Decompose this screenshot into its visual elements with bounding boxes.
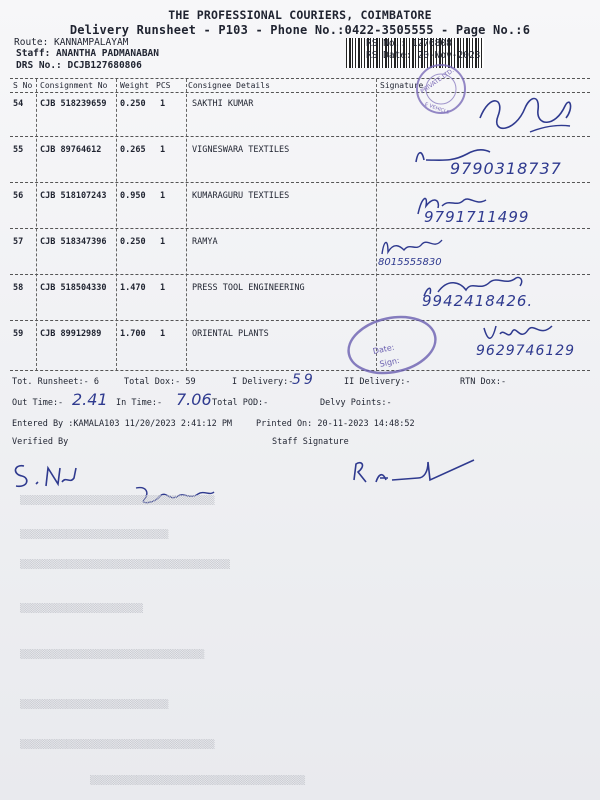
col-divider [36,79,37,371]
row-pcs: 1 [160,237,166,247]
total-dox: Total Dox:- 59 [124,377,196,387]
row-weight: 0.250 [120,237,146,247]
row-sno: 54 [13,99,24,109]
row-consignment: CJB 89764612 [40,145,102,155]
stamp-date-label: Date: [372,342,396,357]
phone-row-55: 9790318737 [450,159,562,178]
row-pcs: 1 [160,329,166,339]
total-pod-label: Total POD:- [212,398,269,408]
row-sno: 57 [13,237,24,247]
stamp-text: E VEHICLE [423,101,451,116]
out-time-label: Out Time:- [12,398,64,408]
company-stamp [414,62,468,116]
reverse-show-through: ▒▒▒▒▒▒▒▒▒▒▒▒▒▒▒▒▒▒▒▒▒▒▒▒▒▒▒▒▒▒▒▒▒▒▒▒▒▒ [20,740,215,750]
row-consignee: VIGNESWARA TEXTILES [192,145,290,155]
staff-signature-label: Staff Signature [272,437,349,447]
runsheet-title: Delivery Runsheet - P103 - Phone No.:0422-3505555 - Page No.:6 [69,23,531,37]
col-weight: Weight [120,81,149,90]
row-sno: 55 [13,145,24,155]
delvy-points-label: Delvy Points:- [320,398,392,408]
row-weight: 0.250 [120,99,146,109]
col-pcs: PCS [156,81,171,90]
row-weight: 1.700 [120,329,146,339]
printed-on: Printed On: 20-11-2023 14:48:52 [256,419,415,429]
phone-row-57: 8015555830 [378,257,442,268]
i-delivery-label: I Delivery:- [232,377,294,387]
verifier-signature [10,456,90,496]
out-time-value: 2.41 [72,390,108,409]
reverse-show-through: ▒▒▒▒▒▒▒▒▒▒▒▒▒▒▒▒▒▒▒▒▒▒▒▒▒▒▒▒▒▒▒▒▒▒▒▒▒▒▒▒▒ [20,560,230,570]
row-pcs: 1 [160,145,166,155]
rtn-dox-label: RTN Dox:- [460,377,507,387]
row-weight: 1.470 [120,283,146,293]
row-consignment: CJB 518107243 [40,191,107,201]
row-sno: 58 [13,283,24,293]
i-delivery-value: 59 [292,372,316,388]
signature-row-54 [470,88,580,140]
phone-row-59: 9629746129 [476,343,576,359]
row-consignee: ORIENTAL PLANTS [192,329,269,339]
route: Route: KANNAMPALAYAM [14,37,129,48]
row-sno: 59 [13,329,24,339]
in-time-value: 7.06 [176,390,212,409]
company-title: THE PROFESSIONAL COURIERS, COIMBATORE [168,8,432,22]
row-consignment: CJB 518239659 [40,99,107,109]
row-consignee: SAKTHI KUMAR [192,99,254,109]
row-rule [10,228,590,229]
stamp-text: PRIVATE LTD. [419,67,456,96]
row-weight: 0.265 [120,145,146,155]
rs-date: RS Date: 20-Nov-2023 [366,50,481,61]
reverse-show-through: ▒▒▒▒▒▒▒▒▒▒▒▒▒▒▒▒▒▒▒▒▒▒▒▒ [20,604,143,614]
table-bottom-rule [10,370,590,371]
phone-row-58: 9942418426. [422,292,534,310]
col-divider [186,79,187,371]
row-consignee: KUMARAGURU TEXTILES [192,191,290,201]
verified-by-label: Verified By [12,437,69,447]
phone-row-56: 9791711499 [424,208,530,226]
reverse-show-through: ▒▒▒▒▒▒▒▒▒▒▒▒▒▒▒▒▒▒▒▒▒▒▒▒▒▒▒▒▒ [20,700,169,710]
reverse-show-through: ▒▒▒▒▒▒▒▒▒▒▒▒▒▒▒▒▒▒▒▒▒▒▒▒▒▒▒▒▒ [20,530,169,540]
row-weight: 0.950 [120,191,146,201]
total-runsheet: Tot. Runsheet:- 6 [12,377,99,387]
reverse-show-through: ▒▒▒▒▒▒▒▒▒▒▒▒▒▒▒▒▒▒▒▒▒▒▒▒▒▒▒▒▒▒▒▒▒▒▒▒ [20,650,205,660]
reverse-show-through: ▒▒▒▒▒▒▒▒▒▒▒▒▒▒▒▒▒▒▒▒▒▒▒▒▒▒▒▒▒▒▒▒▒▒▒▒▒▒▒▒▒▒ [90,776,305,786]
ii-delivery-label: II Delivery:- [344,377,411,387]
col-divider [116,79,117,371]
col-sno: S No [13,81,33,90]
row-consignee: RAMYA [192,237,218,247]
row-pcs: 1 [160,99,166,109]
rs-number: RS No.: 1276808 [366,38,452,49]
receipt-stamp [344,314,440,376]
row-consignment: CJB 518347396 [40,237,107,247]
staff-signature [348,452,478,494]
row-pcs: 1 [160,191,166,201]
row-rule [10,182,590,183]
in-time-label: In Time:- [116,398,163,408]
drs-number: DRS No.: DCJB127680806 [16,60,142,71]
stamp-sign-label: Sign: [378,355,401,369]
row-consignment: CJB 89912989 [40,329,102,339]
row-pcs: 1 [160,283,166,293]
row-consignee: PRESS TOOL ENGINEERING [192,283,305,293]
header-rule-top [10,78,590,79]
col-consignment: Consignment No [40,81,108,90]
entered-by: Entered By :KAMALA103 11/20/2023 2:41:12 PM [12,419,233,429]
reverse-show-through: ▒▒▒▒▒▒▒▒▒▒▒▒▒▒▒▒▒▒▒▒▒▒▒▒▒▒▒▒▒▒▒▒▒▒▒▒▒▒ [20,496,215,506]
row-sno: 56 [13,191,24,201]
row-consignment: CJB 518504330 [40,283,107,293]
staff: Staff: ANANTHA PADMANABAN [16,48,159,59]
col-signature: Signature [380,81,424,90]
col-consignee: Consignee Details [188,81,270,90]
